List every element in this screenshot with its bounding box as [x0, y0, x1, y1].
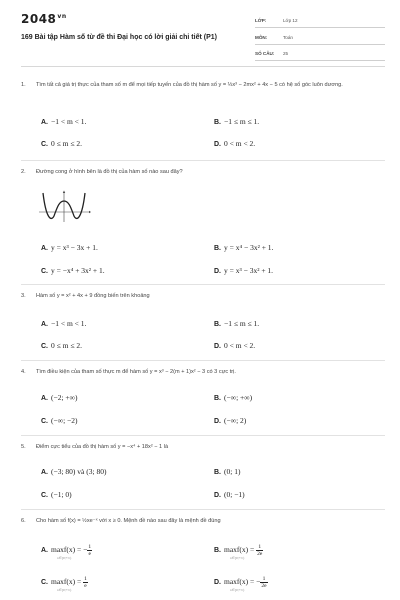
q6-option-a[interactable] — [41, 544, 92, 560]
question-4 — [21, 368, 385, 377]
q6-option-b[interactable] — [214, 544, 263, 560]
q5-option-b[interactable] — [214, 467, 240, 476]
graph-y-arrow — [63, 191, 65, 194]
question-3 — [21, 292, 385, 301]
option-prefix: maxf(x) = − — [224, 577, 261, 587]
question-number: 1. — [21, 82, 26, 88]
worksheet-header — [0, 0, 400, 62]
question-divider — [21, 509, 385, 510]
fraction-numerator: 1 — [84, 576, 87, 582]
q2-option-d[interactable] — [214, 266, 273, 275]
option-text: −1 < m < 1. — [51, 117, 87, 126]
q1-option-a[interactable] — [41, 117, 86, 126]
option-label: C. — [41, 579, 48, 587]
question-divider — [21, 160, 385, 161]
option-subscript: x∈[0;+∞) — [230, 556, 245, 560]
logo-suffix: vn — [57, 13, 67, 20]
question-text: Đường cong ở hình bên là đồ thị của hàm số nào sau đây? — [36, 169, 183, 175]
question-text: Tìm điều kiện của tham số thực m để hàm số y = x³ − 2(m + 1)x² − 3 có 3 cực trị. — [36, 369, 236, 375]
option-text: 0 ≤ m ≤ 2. — [51, 341, 82, 350]
site-logo[interactable] — [21, 12, 67, 26]
question-6 — [21, 517, 385, 526]
q1-option-d[interactable] — [214, 139, 255, 148]
question-stem — [21, 81, 385, 90]
option-text: (−3; 80) và (3; 80) — [51, 467, 107, 476]
meta-key: SỐ CÂU: — [255, 51, 275, 56]
option-subscript: x∈[0;+∞) — [230, 588, 245, 592]
option-text: −1 < m < 1. — [51, 319, 87, 328]
question-text: Hàm số y = x² + 4x + 9 đồng biến trên khoảng — [36, 293, 150, 299]
option-label: B. — [214, 321, 221, 328]
option-label: A. — [41, 547, 48, 555]
header-divider — [21, 66, 385, 67]
q5-option-c[interactable] — [41, 490, 72, 499]
fraction-denominator: 2e — [261, 583, 267, 589]
option-text: y = x³ − 3x + 1. — [51, 243, 98, 252]
option-prefix: maxf(x) = — [51, 577, 84, 587]
option-label: D. — [214, 418, 221, 425]
option-label: C. — [41, 492, 48, 499]
question-text: Tìm tất cả giá trị thực của tham số m để mọi tiếp tuyến của đồ thị hàm số y = ⅓x³ − 2mx² + 4x − 5 có hệ số góc luôn dương. — [36, 82, 343, 88]
q4-option-b[interactable] — [214, 393, 252, 402]
meta-key: LỚP: — [255, 18, 267, 23]
question-number: 4. — [21, 369, 26, 375]
q3-option-b[interactable] — [214, 319, 259, 328]
question-number: 2. — [21, 169, 26, 175]
option-text: y = x³ − 3x² + 1. — [224, 266, 274, 275]
q5-option-d[interactable] — [214, 490, 245, 499]
meta-value: 25 — [283, 51, 289, 56]
option-text: (−∞; +∞) — [224, 393, 253, 402]
option-prefix: maxf(x) = — [224, 545, 257, 555]
fraction-denominator: e — [84, 583, 87, 589]
q1-option-c[interactable] — [41, 139, 82, 148]
option-prefix: maxf(x) = − — [51, 545, 88, 555]
question-number: 3. — [21, 293, 26, 299]
question-divider — [21, 360, 385, 361]
option-text: (0; 1) — [224, 467, 241, 476]
option-label: D. — [214, 141, 221, 148]
question-stem — [21, 168, 385, 177]
q2-option-a[interactable] — [41, 243, 98, 252]
option-label: D. — [214, 268, 221, 275]
option-text: y = x⁴ − 3x² + 1. — [224, 243, 274, 252]
fraction — [260, 576, 267, 589]
option-label: B. — [214, 547, 221, 555]
option-label: C. — [41, 343, 48, 350]
document-title: 169 Bài tập Hàm số từ đề thi Đại học có lời giải chi tiết (P1) — [21, 34, 217, 41]
q3-option-c[interactable] — [41, 341, 82, 350]
question-stem — [21, 292, 385, 301]
q4-option-c[interactable] — [41, 416, 78, 425]
option-text: (−1; 0) — [51, 490, 72, 499]
meta-value: Lớp 12 — [283, 18, 298, 23]
fraction — [83, 576, 88, 589]
option-text: (−∞; −2) — [51, 416, 78, 425]
meta-row-count — [255, 48, 385, 61]
option-label: A. — [41, 245, 48, 252]
meta-row-class — [255, 15, 385, 28]
option-text: 0 < m < 2. — [224, 139, 256, 148]
question-stem — [21, 443, 385, 452]
function-graph — [37, 190, 91, 224]
option-text: −1 ≤ m ≤ 1. — [224, 319, 260, 328]
question-divider — [21, 435, 385, 436]
option-label: B. — [214, 395, 221, 402]
option-text: 0 < m < 2. — [224, 341, 256, 350]
q6-option-d[interactable] — [214, 576, 268, 592]
q3-option-a[interactable] — [41, 319, 86, 328]
meta-value: Toán — [283, 34, 293, 40]
q4-option-a[interactable] — [41, 393, 78, 402]
option-label: A. — [41, 395, 48, 402]
meta-key: MÔN: — [255, 34, 268, 40]
question-1 — [21, 81, 385, 90]
option-subscript: x∈[0;+∞) — [57, 588, 72, 592]
q5-option-a[interactable] — [41, 467, 106, 476]
option-text: 0 ≤ m ≤ 2. — [51, 139, 82, 148]
option-label: C. — [41, 141, 48, 148]
question-number: 6. — [21, 518, 26, 524]
fraction-numerator: 1 — [256, 544, 263, 551]
meta-row-subject — [255, 32, 385, 45]
option-text: (−∞; 2) — [224, 416, 247, 425]
question-2 — [21, 168, 385, 177]
option-subscript: x∈[0;+∞) — [57, 556, 72, 560]
option-label: D. — [214, 579, 221, 587]
q3-option-d[interactable] — [214, 341, 255, 350]
option-label: D. — [214, 492, 221, 499]
option-text: (0; −1) — [224, 490, 245, 499]
question-5 — [21, 443, 385, 452]
fraction — [256, 544, 263, 557]
option-text: y = −x⁴ + 3x² + 1. — [51, 266, 105, 275]
question-number: 5. — [21, 444, 26, 450]
fraction-denominator: 2e — [257, 551, 263, 557]
question-text: Cho hàm số f(x) = ½xe⁻ˣ với x ≥ 0. Mệnh đề nào sau đây là mệnh đề đúng — [36, 518, 221, 524]
option-label: C. — [41, 418, 48, 425]
fraction-denominator: e — [88, 551, 91, 557]
question-stem — [21, 368, 385, 377]
option-text: −1 ≤ m ≤ 1. — [224, 117, 260, 126]
fraction-numerator: 1 — [260, 576, 267, 583]
question-divider — [21, 284, 385, 285]
fraction-numerator: 1 — [88, 544, 92, 550]
meta-box — [255, 15, 385, 65]
option-label: A. — [41, 119, 48, 126]
option-label: D. — [214, 343, 221, 350]
fraction — [87, 544, 92, 557]
q6-option-c[interactable] — [41, 576, 88, 592]
option-label: A. — [41, 469, 48, 476]
q2-option-c[interactable] — [41, 266, 105, 275]
q1-option-b[interactable] — [214, 117, 259, 126]
option-label: B. — [214, 245, 221, 252]
graph-x-arrow — [89, 211, 91, 213]
q4-option-d[interactable] — [214, 416, 246, 425]
logo-text: 2048 — [21, 12, 57, 26]
option-label: B. — [214, 119, 221, 126]
q2-option-b[interactable] — [214, 243, 273, 252]
option-label: C. — [41, 268, 48, 275]
option-label: B. — [214, 469, 221, 476]
option-text: (−2; +∞) — [51, 393, 78, 402]
option-label: A. — [41, 321, 48, 328]
question-text: Điểm cực tiểu của đồ thị hàm số y = −x⁴ + 18x² − 1 là — [36, 444, 169, 450]
question-stem — [21, 517, 385, 526]
